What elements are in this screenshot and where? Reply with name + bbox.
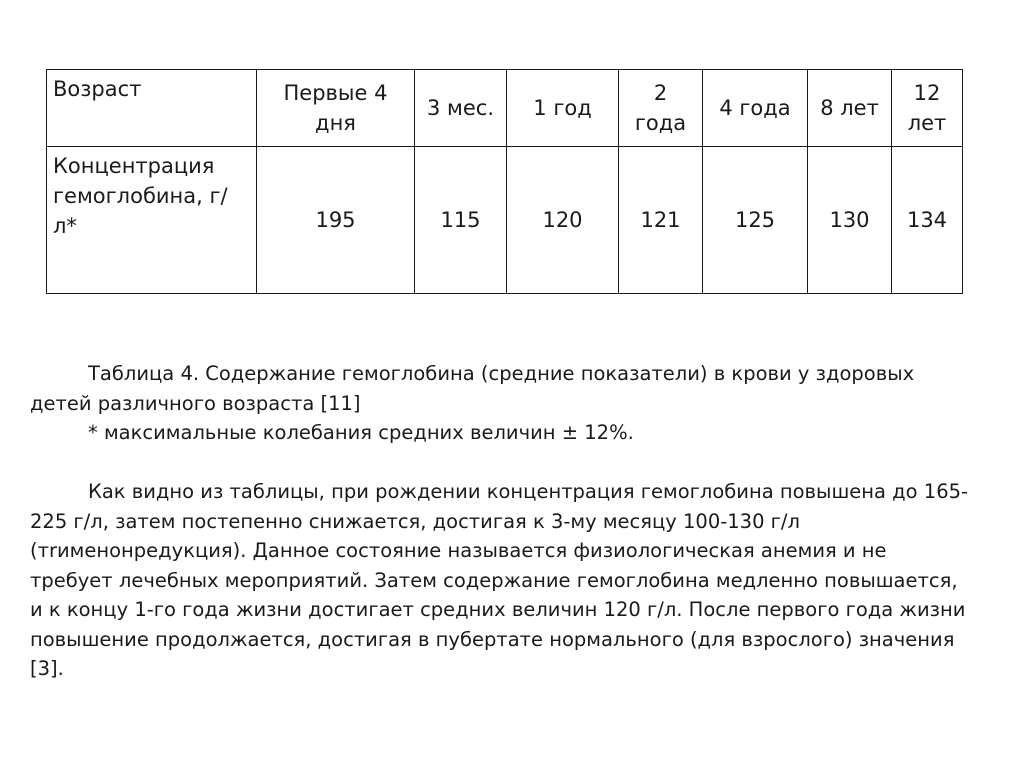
age-cell: 2 года <box>619 70 703 147</box>
age-cell: 3 мес. <box>415 70 507 147</box>
body-paragraph: Как видно из таблицы, при рождении концентрация гемоглобина повышена до 165-225 г/л, затем постепенно снижается, достигая к 3-му месяцу 100-130 г/л (тrименонредукция). Данное состояние называется физиологическая анемия и не требует лечебных мероприятий. Затем содержание гемоглобина медленно повышается, и к концу 1-го года жизни достигает средних величин 120 г/л. После первого года жизни повышение продолжается, достигая в пубертате нормального (для взрослого) значения [3]. <box>30 480 969 680</box>
value-cell: 130 <box>808 147 892 294</box>
footnote: * максимальные колебания средних величин ± 12%. <box>88 421 634 444</box>
value-cell: 134 <box>892 147 963 294</box>
header-label-cell: Возраст <box>47 70 257 147</box>
value-cell: 120 <box>507 147 619 294</box>
age-cell: 12 лет <box>892 70 963 147</box>
age-cell: 8 лет <box>808 70 892 147</box>
age-cell: Первые 4 дня <box>257 70 415 147</box>
value-cell: 115 <box>415 147 507 294</box>
value-cell: 125 <box>703 147 808 294</box>
table-caption: Таблица 4. Содержание гемоглобина (средние показатели) в крови у здоровых детей различного возраста [11] <box>30 362 915 415</box>
hemoglobin-table <box>46 69 963 294</box>
table-row <box>47 147 963 294</box>
value-cell: 121 <box>619 147 703 294</box>
row-label-cell: Концентрация гемоглобина, г/л* <box>47 147 257 294</box>
age-cell: 4 года <box>703 70 808 147</box>
caption-block <box>30 359 970 684</box>
spacer <box>30 448 970 478</box>
value-cell: 195 <box>257 147 415 294</box>
table-header-row <box>47 70 963 147</box>
age-cell: 1 год <box>507 70 619 147</box>
